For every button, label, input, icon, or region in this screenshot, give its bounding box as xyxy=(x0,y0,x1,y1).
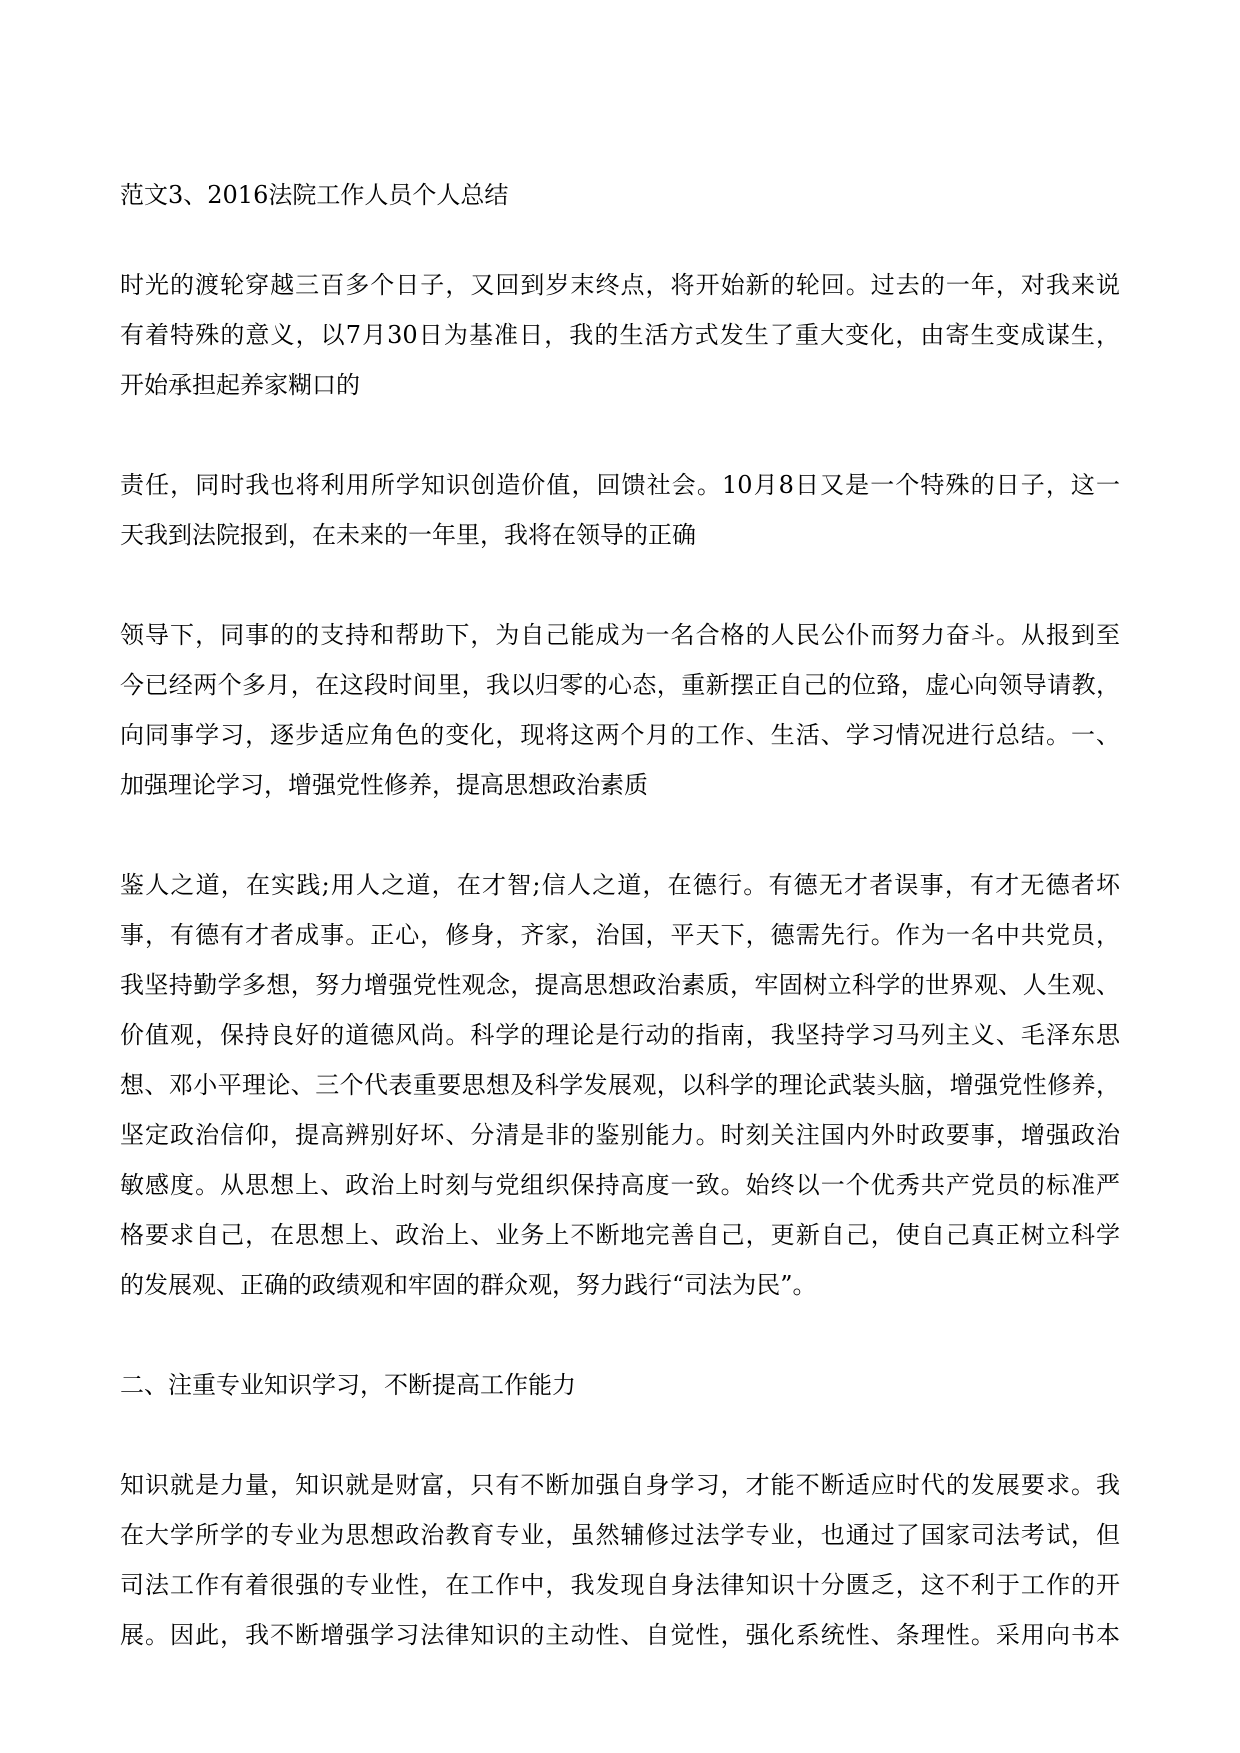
text-line: 开始承担起养家糊口的 xyxy=(120,371,360,399)
text-line: 我坚持勤学多想，努力增强党性观念，提高思想政治素质，牢固树立科学的世界观、人生观、 xyxy=(120,971,1120,999)
text-line: 责任，同时我也将利用所学知识创造价值，回馈社会。10月8日又是一个特殊的日子，这一 xyxy=(120,471,1120,499)
paragraph-4 xyxy=(120,860,1120,1310)
document-title xyxy=(120,170,1120,220)
paragraph-1 xyxy=(120,260,1120,410)
section-heading: 二、注重专业知识学习，不断提高工作能力 xyxy=(120,1371,576,1399)
text-line: 展。因此，我不断增强学习法律知识的主动性、自觉性，强化系统性、条理性。采用向书本 xyxy=(120,1621,1120,1649)
text-line: 的发展观、正确的政绩观和牢固的群众观，努力践行“司法为民”。 xyxy=(120,1271,817,1299)
text-line: 价值观，保持良好的道德风尚。科学的理论是行动的指南，我坚持学习马列主义、毛泽东思 xyxy=(120,1021,1120,1049)
text-line: 坚定政治信仰，提高辨别好坏、分清是非的鉴别能力。时刻关注国内外时政要事，增强政治 xyxy=(120,1121,1120,1149)
paragraph-3 xyxy=(120,610,1120,810)
paragraph-6 xyxy=(120,1460,1120,1660)
text-line: 有着特殊的意义，以7月30日为基准日，我的生活方式发生了重大变化，由寄生变成谋生， xyxy=(120,321,1120,349)
text-line: 司法工作有着很强的专业性，在工作中，我发现自身法律知识十分匮乏，这不利于工作的开 xyxy=(120,1571,1120,1599)
paragraph-2 xyxy=(120,460,1120,560)
section-heading-2 xyxy=(120,1360,1120,1410)
text-line: 事，有德有才者成事。正心，修身，齐家，治国，平天下，德需先行。作为一名中共党员， xyxy=(120,921,1120,949)
text-line: 格要求自己，在思想上、政治上、业务上不断地完善自己，更新自己，使自己真正树立科学 xyxy=(120,1221,1120,1249)
text-line: 敏感度。从思想上、政治上时刻与党组织保持高度一致。始终以一个优秀共产党员的标准严 xyxy=(120,1171,1120,1199)
text-line: 时光的渡轮穿越三百多个日子，又回到岁末终点，将开始新的轮回。过去的一年，对我来说 xyxy=(120,271,1120,299)
text-line: 天我到法院报到，在未来的一年里，我将在领导的正确 xyxy=(120,521,696,549)
text-line: 向同事学习，逐步适应角色的变化，现将这两个月的工作、生活、学习情况进行总结。一、 xyxy=(120,721,1120,749)
text-line: 领导下，同事的的支持和帮助下，为自己能成为一名合格的人民公仆而努力奋斗。从报到至 xyxy=(120,621,1120,649)
title-line: 范文3、2016法院工作人员个人总结 xyxy=(120,181,509,209)
text-line: 想、邓小平理论、三个代表重要思想及科学发展观，以科学的理论武装头脑，增强党性修养， xyxy=(120,1071,1120,1099)
text-line: 知识就是力量，知识就是财富，只有不断加强自身学习，才能不断适应时代的发展要求。我 xyxy=(120,1471,1120,1499)
text-line: 加强理论学习，增强党性修养，提高思想政治素质 xyxy=(120,771,648,799)
text-line: 在大学所学的专业为思想政治教育专业，虽然辅修过法学专业，也通过了国家司法考试，但 xyxy=(120,1521,1120,1549)
text-line: 鉴人之道，在实践;用人之道，在才智;信人之道，在德行。有德无才者误事，有才无德者坏 xyxy=(120,871,1120,899)
text-line: 今已经两个多月，在这段时间里，我以归零的心态，重新摆正自己的位臵，虚心向领导请教， xyxy=(120,671,1120,699)
